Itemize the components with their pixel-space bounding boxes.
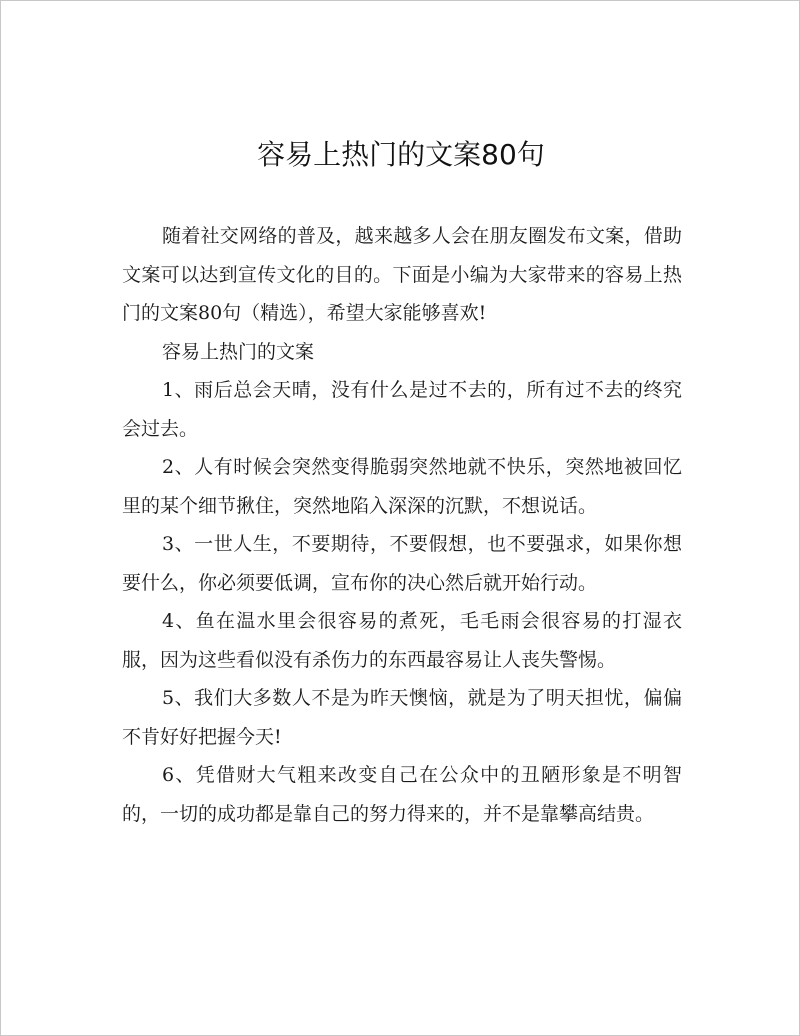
list-item: 2、人有时候会突然变得脆弱突然地就不快乐，突然地被回忆里的某个细节揪住，突然地陷入深深的沉默，不想说话。 <box>122 456 682 517</box>
intro-paragraph: 随着社交网络的普及，越来越多人会在朋友圈发布文案，借助文案可以达到宣传文化的目的。下面是小编为大家带来的容易上热门的文案80句（精选），希望大家能够喜欢! <box>122 225 682 324</box>
list-item: 4、鱼在温水里会很容易的煮死，毛毛雨会很容易的打湿衣服，因为这些看似没有杀伤力的东西最容易让人丧失警惕。 <box>122 610 682 671</box>
document-body <box>122 217 682 833</box>
section-heading: 容易上热门的文案 <box>162 340 315 363</box>
list-item: 6、凭借财大气粗来改变自己在公众中的丑陋形象是不明智的，一切的成功都是靠自己的努力得来的，并不是靠攀高结贵。 <box>122 764 682 825</box>
list-item: 5、我们大多数人不是为昨天懊恼，就是为了明天担忧，偏偏不肯好好把握今天! <box>122 687 682 748</box>
list-item: 1、雨后总会天晴，没有什么是过不去的，所有过不去的终究会过去。 <box>122 379 682 440</box>
document-title: 容易上热门的文案80句 <box>257 138 545 171</box>
list-item: 3、一世人生，不要期待，不要假想，也不要强求，如果你想要什么，你必须要低调，宣布你的决心然后就开始行动。 <box>122 533 682 594</box>
